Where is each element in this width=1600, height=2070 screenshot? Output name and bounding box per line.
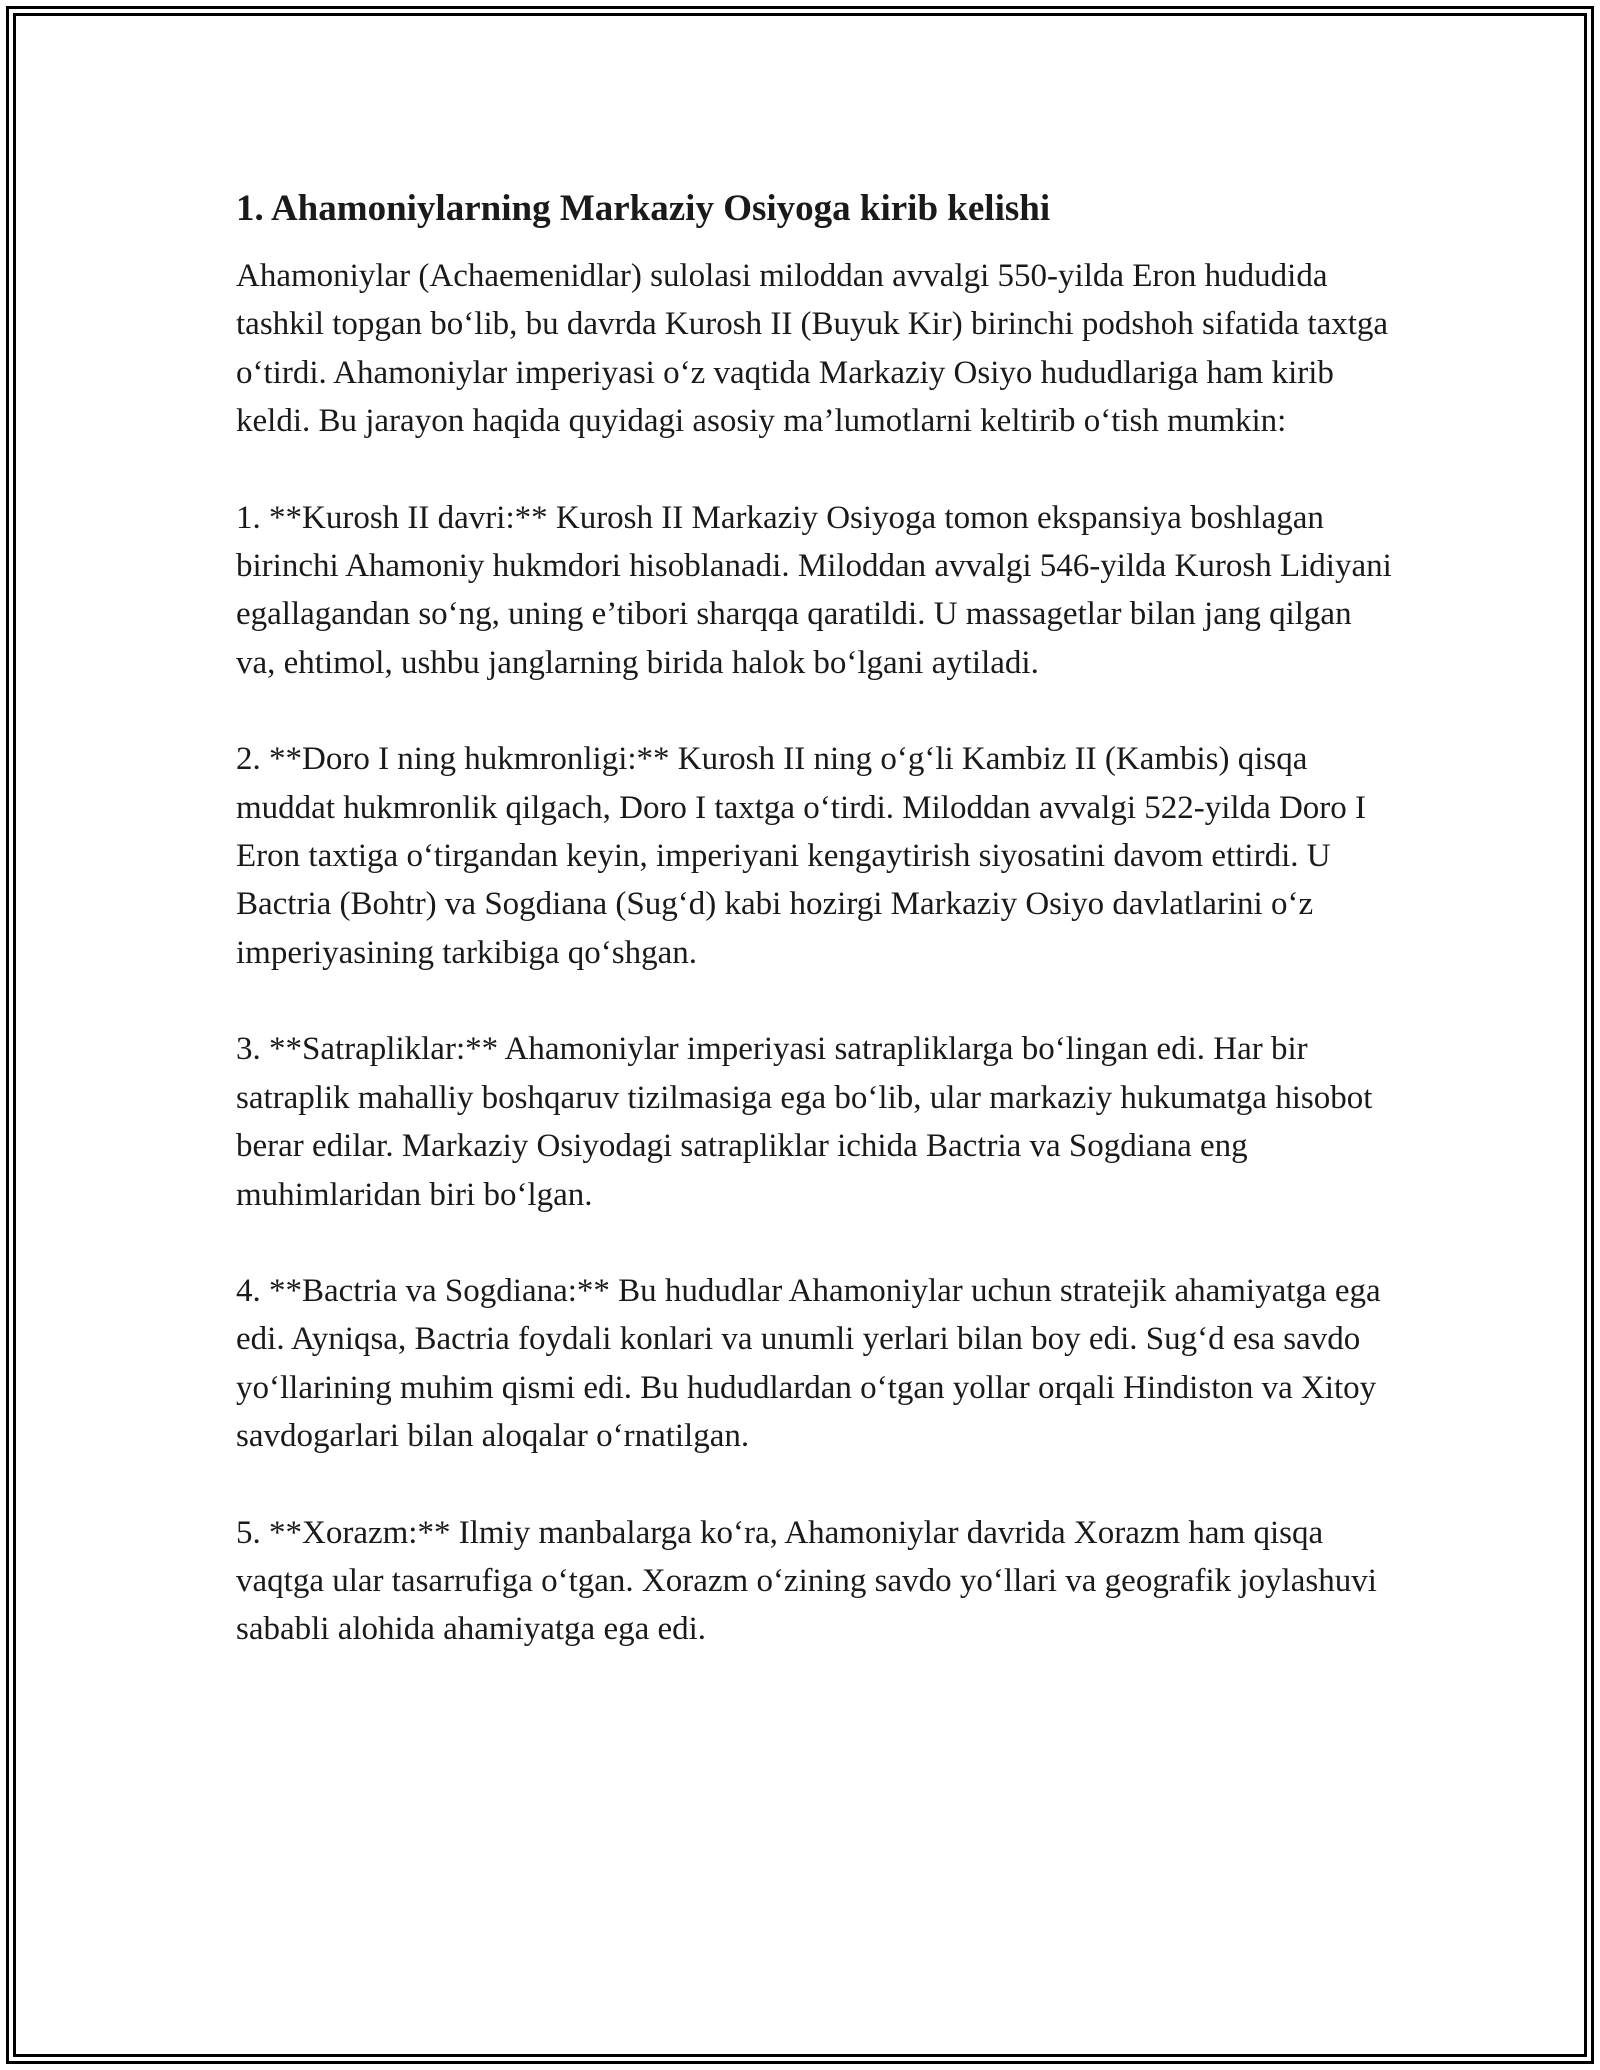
paragraph-xorazm: 5. **Xorazm:** Ilmiy manbalarga ko‘ra, Ahamoniylar davrida Xorazm ham qisqa vaqtga ular tasarrufiga o‘tgan. Xorazm o‘zining savdo yo‘llari va geografik joylashuvi sababli alohida ahamiyatga ega edi. — [236, 1514, 1377, 1648]
document-body — [236, 186, 1396, 1654]
paragraph-bactria-sogdiana: 4. **Bactria va Sogdiana:** Bu hududlar Ahamoniylar uchun stratejik ahamiyatga ega edi. Ayniqsa, Bactria foydali konlari va unumli yerlari bilan boy edi. Sug‘d esa savdo yo‘llarining muhim qismi edi. Bu hududlardan o‘tgan yollar orqali Hindiston va Xitoy savdogarlari bilan aloqalar o‘rnatilgan. — [236, 1272, 1381, 1455]
paragraph-satrapliklar: 3. **Satrapliklar:** Ahamoniylar imperiyasi satrapliklarga bo‘lingan edi. Har bir satraplik mahalliy boshqaruv tizilmasiga ega bo‘lib, ular markaziy hukumatga hisobot berar edilar. Markaziy Osiyodagi satrapliklar ichida Bactria va Sogdiana eng muhimlaridan biri bo‘lgan. — [236, 1031, 1373, 1213]
section-heading: 1. Ahamoniylarning Markaziy Osiyoga kirib kelishi — [236, 188, 1051, 229]
intro-paragraph: Ahamoniylar (Achaemenidlar) sulolasi miloddan avvalgi 550-yilda Eron hududida tashkil topgan bo‘lib, bu davrda Kurosh II (Buyuk Kir) birinchi podshoh sifatida taxtga o‘tirdi. Ahamoniylar imperiyasi o‘z vaqtida Markaziy Osiyo hududlariga ham kirib keldi. Bu jarayon haqida quyidagi asosiy ma’lumotlarni keltirib o‘tish mumkin: — [236, 258, 1389, 440]
paragraph-kurosh: 1. **Kurosh II davri:** Kurosh II Markaziy Osiyoga tomon ekspansiya boshlagan birinchi Ahamoniy hukmdori hisoblanadi. Miloddan avvalgi 546-yilda Kurosh Lidiyani egallagandan so‘ng, uning e’tibori sharqqa qaratildi. U massagetlar bilan jang qilgan va, ehtimol, ushbu janglarning birida halok bo‘lgani aytiladi. — [236, 499, 1392, 681]
paragraph-doro: 2. **Doro I ning hukmronligi:** Kurosh II ning o‘g‘li Kambiz II (Kambis) qisqa muddat hukmronlik qilgach, Doro I taxtga o‘tirdi. Miloddan avvalgi 522-yilda Doro I Eron taxtiga o‘tirgandan keyin, imperiyani kengaytirish siyosatini davom ettirdi. U Bactria (Bohtr) va Sogdiana (Sug‘d) kabi hozirgi Markaziy Osiyo davlatlarini o‘z imperiyasining tarkibiga qo‘shgan. — [236, 741, 1367, 971]
